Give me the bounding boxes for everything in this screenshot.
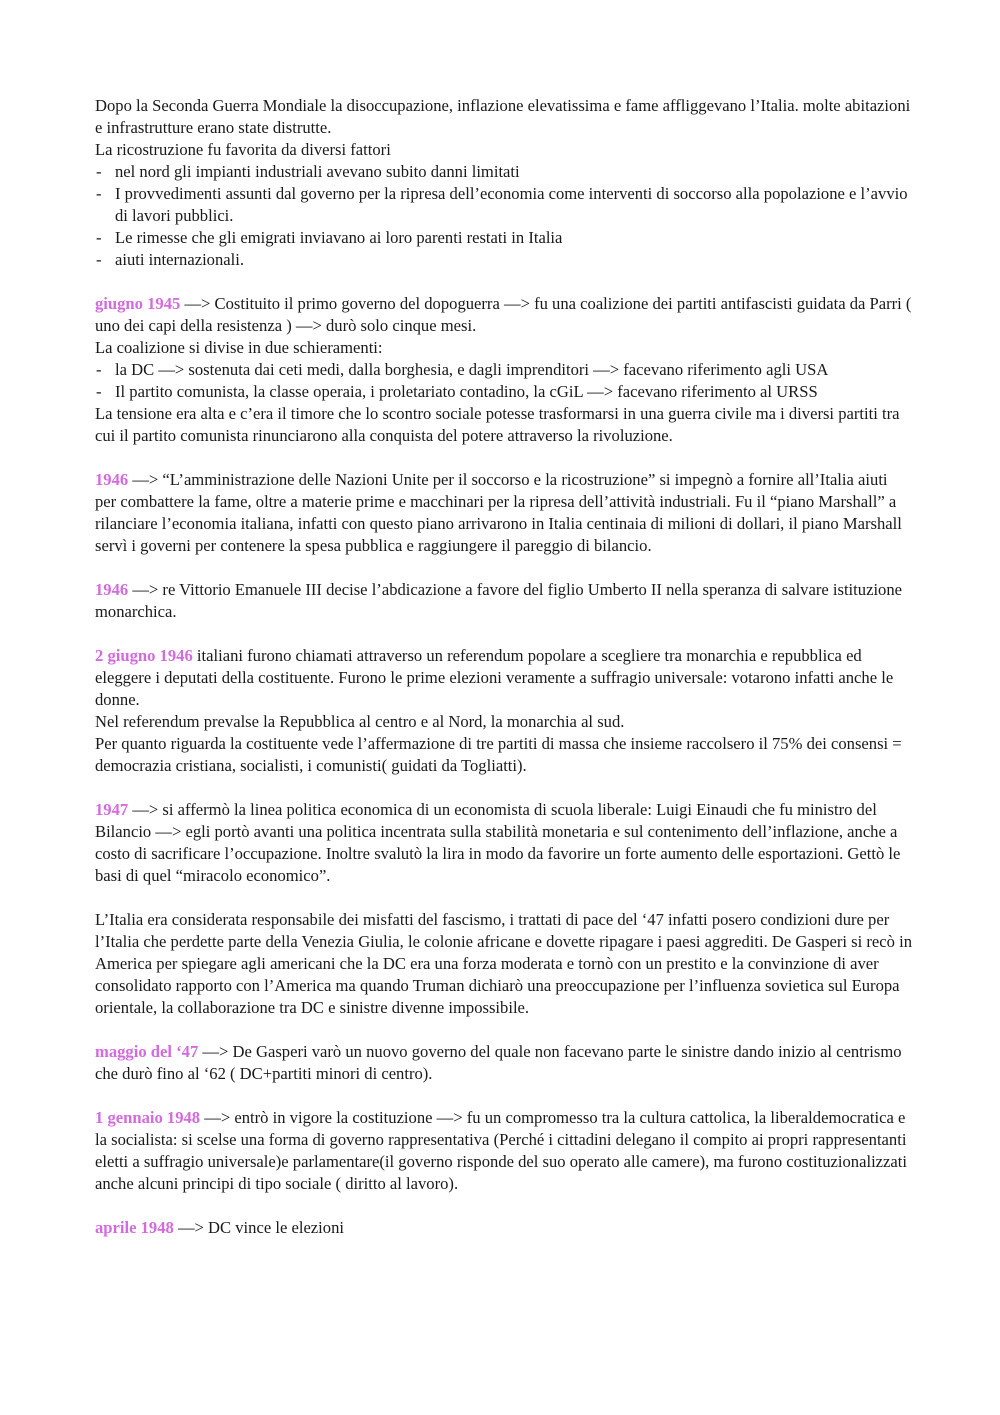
section-text: —> “L’amministrazione delle Nazioni Unite per il soccorso e la ricostruzione” si impegnò a fornire all’Italia aiuti per combattere la fame, oltre a materie prime e macchinari per la ripresa dell’attività industriali. Fu il “piano Marshall” a rilanciare l’economia italiana, infatti con questo piano arrivarono in Italia centinaia di milioni di dollari, il piano Marshall servì i governi per contenere la spesa pubblica e raggiungere il pareggio di bilancio. (95, 470, 902, 555)
section-text: —> si affermò la linea politica economica di un economista di scuola liberale: Luigi Einaudi che fu ministro del Bilancio —> egli portò avanti una politica incentrata sulla stabilità monetaria e sul contenimento dell’inflazione, anche a costo di sacrificare l’occupazione. Inoltre svalutò la lira in modo da favorire un forte aumento delle esportazioni. Gettò le basi di quel “miracolo economico”. (95, 800, 901, 885)
list-item: - la DC —> sostenuta dai ceti medi, dalla borghesia, e dagli imprenditori —> facevano riferimento agli USA (95, 359, 912, 381)
date-label: 1946 (95, 470, 129, 489)
section-text: —> re Vittorio Emanuele III decise l’abdicazione a favore del figlio Umberto II nella speranza di salvare istituzione monarchica. (95, 580, 903, 621)
peace-treaties-paragraph: L’Italia era considerata responsabile dei misfatti del fascismo, i trattati di pace del ‘47 infatti posero condizioni dure per l’Italia che perdette parte della Venezia Giulia, le colonie africane e dovette ripagare i paesi aggrediti. De Gasperi si recò in America per spiegare agli americani che la DC era una forza moderata e tornò con un prestito e la convinzione di aver consolidato rapporto con l’America ma quando Truman dichiarò una preoccupazione per l’influenza sovietica sul Europa orientale, la collaborazione tra DC e sinistre divenne impossibile. (95, 910, 913, 1017)
list-item: - I provvedimenti assunti dal governo per la ripresa dell’economia come interventi di soccorso alla popolazione e l’avvio di lavori pubblici. (95, 183, 912, 227)
list-item: - aiuti internazionali. (95, 249, 912, 271)
costituente-paragraph: Per quanto riguarda la costituente vede l’affermazione di tre partiti di massa che insieme raccolsero il 75% dei consensi = democrazia cristiana, socialisti, i comunisti( guidati da Togliatti). (95, 734, 902, 775)
date-label: 1 gennaio 1948 (95, 1108, 201, 1127)
coalition-list (95, 359, 912, 403)
section-text: —> DC vince le elezioni (173, 1218, 344, 1237)
section-text: —> De Gasperi varò un nuovo governo del quale non facevano parte le sinistre dando inizio al centrismo che durò fino al ‘62 ( DC+partiti minori di centro). (95, 1042, 902, 1083)
section-1947 (95, 799, 912, 887)
factors-list (95, 161, 912, 271)
date-label: 2 giugno 1946 (95, 646, 193, 665)
intro-paragraph: Dopo la Seconda Guerra Mondiale la disoccupazione, inflazione elevatissima e fame affliggevano l’Italia. molte abitazioni e infrastrutture erano state distrutte. (95, 96, 911, 137)
section-text: —> Costituito il primo governo del dopoguerra —> fu una coalizione dei partiti antifascisti guidata da Parri ( uno dei capi della resistenza ) —> durò solo cinque mesi. (95, 294, 912, 335)
section-1946-abdication (95, 579, 912, 623)
date-label: maggio del ‘47 (95, 1042, 199, 1061)
date-label: 1946 (95, 580, 129, 599)
list-item: - nel nord gli impianti industriali avevano subito danni limitati (95, 161, 912, 183)
section-giugno-1945 (95, 293, 912, 337)
list-item: - Le rimesse che gli emigrati inviavano ai loro parenti restati in Italia (95, 227, 912, 249)
coalition-heading: La coalizione si divise in due schieramenti: (95, 338, 383, 357)
section-text: —> entrò in vigore la costituzione —> fu un compromesso tra la cultura cattolica, la liberaldemocratica e la socialista: si scelse una forma di governo rappresentativa (Perché i cittadini delegano il compito ai propri rappresentanti eletti a suffragio universale)e parlamentare(il governo risponde del suo operato alle camere), ma furono costituzionalizzati anche alcuni principi di tipo sociale ( diritto al lavoro). (95, 1108, 907, 1193)
section-1946-aid (95, 469, 912, 557)
date-label: giugno 1945 (95, 294, 181, 313)
factors-heading: La ricostruzione fu favorita da diversi fattori (95, 140, 391, 159)
section-maggio-47 (95, 1041, 912, 1085)
date-label: aprile 1948 (95, 1218, 174, 1237)
section-2-giugno-1946 (95, 645, 912, 711)
section-text: italiani furono chiamati attraverso un referendum popolare a scegliere tra monarchia e repubblica ed eleggere i deputati della costituente. Furono le prime elezioni veramente a suffragio universale: votarono infatti anche le donne. (95, 646, 894, 709)
section-aprile-1948 (95, 1217, 912, 1239)
date-label: 1947 (95, 800, 129, 819)
tension-paragraph: La tensione era alta e c’era il timore che lo scontro sociale potesse trasformarsi in una guerra civile ma i diversi partiti tra cui il partito comunista rinunciarono alla conquista del potere attraverso la rivoluzione. (95, 404, 900, 445)
referendum-result: Nel referendum prevalse la Repubblica al centro e al Nord, la monarchia al sud. (95, 712, 625, 731)
list-item: - Il partito comunista, la classe operaia, i proletariato contadino, la cGiL —> facevano riferimento al URSS (95, 381, 912, 403)
section-1-gennaio-1948 (95, 1107, 912, 1195)
